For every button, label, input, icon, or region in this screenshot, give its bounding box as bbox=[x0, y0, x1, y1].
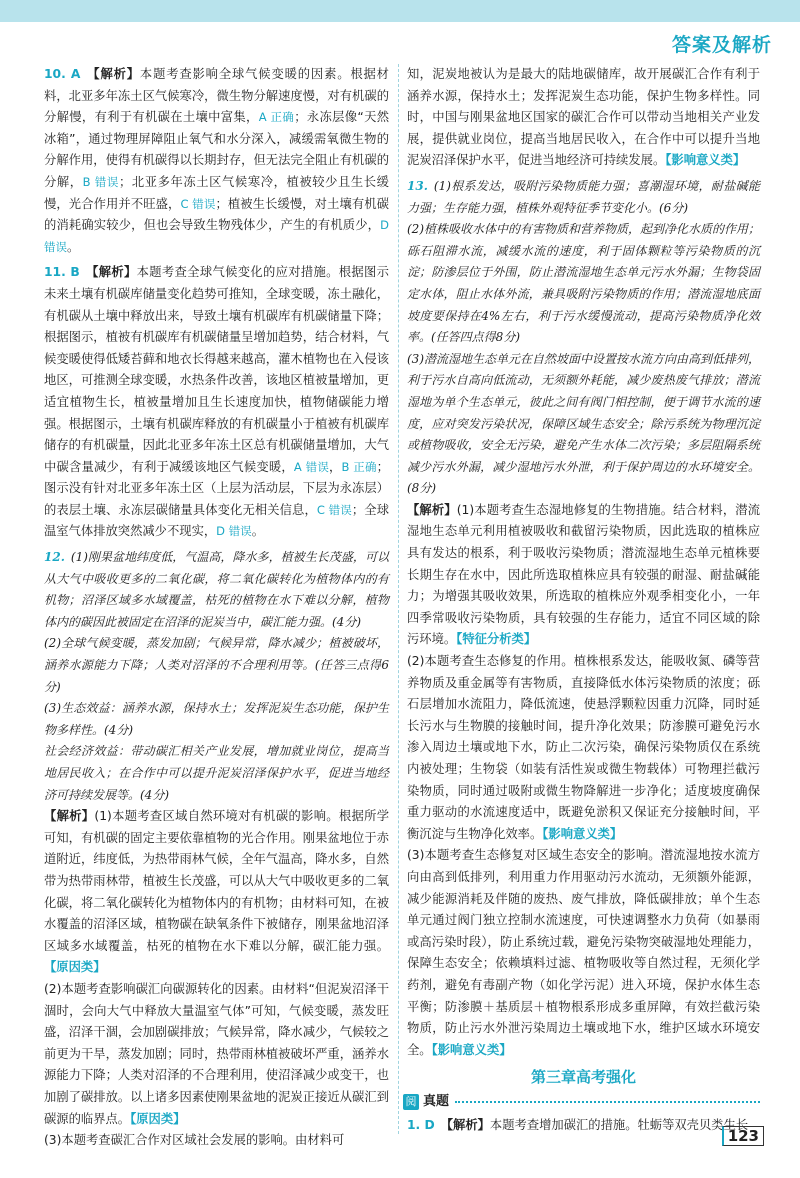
question-number: 1. D bbox=[407, 1117, 435, 1132]
chapter-title: 第三章高考强化 bbox=[530, 1068, 636, 1087]
analysis-text: ；植被生长缓慢，对土壤有机碳的消耗确实较少，但也会导致生物残体少，产生的有机质少， bbox=[44, 196, 389, 233]
category-label: 【影响意义类】 bbox=[665, 153, 746, 168]
answer-11 bbox=[44, 262, 389, 543]
question-number: 13. bbox=[407, 178, 428, 193]
analysis-part bbox=[407, 500, 760, 651]
answer-part: 社会经济效益：带动碳汇相关产业发展，增加就业岗位，提高当地居民收入；在合作中可以提升泥炭沼泽保护水平，促进当地经济可持续发展等。(4分) bbox=[44, 744, 389, 802]
option-verdict: A 正确 bbox=[258, 110, 295, 125]
category-label: 【特征分析类】 bbox=[456, 632, 537, 647]
analysis-text: 本题考查影响全球气候变暖的因素。根据材料，北亚多年冻土区气候寒冷，微生物分解速度慢，对有机碳的分解慢，有利于有机碳在土壤中富集， bbox=[44, 67, 389, 125]
analysis-part bbox=[407, 845, 760, 1061]
analysis-text: 。 bbox=[67, 239, 80, 254]
section-header bbox=[403, 1091, 760, 1113]
answer-part: (2)全球气候变暖，蒸发加剧；气候异常，降水减少；植被破坏，涵养水源能力下降；人类对沼泽的不合理利用等。(任答三点得6分) bbox=[44, 636, 389, 694]
option-verdict: D 错误 bbox=[44, 218, 389, 254]
answer-part: (3)潜流湿地生态单元在自然坡面中设置按水流方向由高到低排列，利于污水自高向低流动，无须额外耗能，减少废热废气排放；潜流湿地为单个生态单元，彼此之间有阀门相控制，便于调节水流的速度，应对突发污染状况，保障区域生态安全；除污系统为物理沉淀或植物吸收，安全无污染，避免产生水体二次污染；多层阻隔系统减少污水外漏，减少湿地污水外泄，利于保护周边的水环境安全。(8分) bbox=[407, 351, 761, 496]
answer-12-continued bbox=[407, 64, 760, 172]
answer-text: (1)根系发达，吸附污染物质能力强；喜潮湿环境，耐盐碱能力强；生存能力强，植株外观特征季节变化小。(6分) bbox=[407, 178, 760, 215]
answer-part: (3)生态效益：涵养水源，保持水土；发挥泥炭生态功能，保护生物多样性。(4分) bbox=[44, 701, 389, 737]
header-title: 答案及解析 bbox=[671, 34, 772, 56]
analysis-text: ；全球温室气体排放突然减少不现实， bbox=[44, 502, 389, 539]
category-label: 【原因类】 bbox=[44, 960, 106, 975]
analysis-part: (3)本题考查碳汇合作对区域社会发展的影响。由材料可 bbox=[44, 1133, 345, 1148]
page-number: 123 bbox=[722, 1126, 764, 1146]
analysis-part bbox=[44, 806, 389, 979]
header-band bbox=[0, 0, 800, 22]
option-verdict: B 正确 bbox=[341, 459, 377, 474]
analysis-tag: 【解析】 bbox=[86, 67, 140, 81]
analysis-text: (3)本题考查生态修复对区域生态安全的影响。潜流湿地按水流方向由高到低排列，利用重力作用驱动污水流动，无须额外能源，减少能源消耗及伴随的废热、废气排放，降低碳排放；单个生态单元通过阀门独立控制水流速度，可快速调整水力负荷（如暴雨或高污染时段），防止系统过载，避免污染物突破湿地处理能力，保障生态安全；依赖填料过滤、植物吸收等自然过程，无须化学药剂，避免有毒副产物（如化学污泥）进入环境，保护水体生态平衡；防渗膜＋基质层＋植物根系形成多重屏障，有效拦截污染物质，防止污水外泄污染周边土壤或地下水，维护区域水环境安全。 bbox=[407, 848, 760, 1057]
analysis-part bbox=[407, 651, 760, 845]
category-label: 【影响意义类】 bbox=[431, 1042, 512, 1057]
category-label: 【原因类】 bbox=[130, 1111, 186, 1126]
answer-text: (1)刚果盆地纬度低，气温高，降水多，植被生长茂盛，可以从大气中吸收更多的二氧化碳，将二氧化碳转化为植物体内的有机物；沼泽区域多水域覆盖，枯死的植物在水下难以分解，植物体内的碳因此被固定在沼泽的泥炭当中，碳汇能力强。(4分) bbox=[44, 550, 389, 629]
left-column bbox=[44, 64, 389, 1152]
option-verdict: B 错误 bbox=[82, 174, 119, 189]
analysis-text: 。 bbox=[251, 524, 264, 539]
section-icon: 阅 bbox=[403, 1094, 419, 1110]
analysis-tag: 【解析】 bbox=[44, 809, 95, 824]
section-dotted-rule bbox=[455, 1101, 760, 1103]
analysis-tag: 【解析】 bbox=[407, 502, 457, 517]
analysis-text: 本题考查全球气候变化的应对措施。根据图示未来土壤有机碳库储量变化趋势可推知，全球变暖，冻土融化，有机碳从土壤中释放出来，导致土壤有机碳库有机碳储量下降；根据图示，植被有机碳库有机碳储量呈增加趋势，结合材料，气候变暖使得低矮苔藓和地衣长得越来越高，灌木植物也在入侵该地区，可推测全球变暖，水热条件改善，该地区植被量增加，更适宜植物生长，植被量增加且生长速度加快，植物储碳能力增强。根据图示，土壤有机碳库释放的有机碳量小于植被有机碳库储存的有机碳量，因此北亚多年冻土区总有机碳储量增加，大气中碳含量减少，有利于减缓该地区气候变暖， bbox=[44, 265, 389, 474]
column-divider bbox=[398, 64, 399, 1134]
analysis-text: ；图示没有针对北亚多年冻土区（上层为活动层，下层为永冻层）的表层土壤、永冻层碳储量具体变化无相关信息， bbox=[44, 459, 389, 517]
right-column bbox=[407, 64, 760, 1136]
analysis-text: (1)本题考查区域自然环境对有机碳的影响。根据所学可知，有机碳的固定主要依靠植物的光合作用。刚果盆地位于赤道附近，纬度低，为热带雨林气候，全年气温高，降水多，自然带为热带雨林带，植被生长茂盛，可以从大气中吸收更多的二氧化碳，将二氧化碳转化为植物体内的有机物；由材料可知，在被水覆盖的沼泽区域，植物碳在缺氧条件下被储存，刚果盆地沼泽区域多水域覆盖，枯死的植物在水下难以分解，碳汇能力强。 bbox=[44, 809, 389, 953]
analysis-text: (1)本题考查生态湿地修复的生物措施。结合材料，潜流湿地生态单元利用植被吸收和截留污染物质，因此选取的植株应具有发达的根系，利于吸收污染物质；潜流湿地生态单元植株要长期生存在水中，因此所选取植株应具有较强的耐湿、耐盐碱能力；为增强其吸收效果，所选取的植株应外观季相变化小，一年四季常吸收污染物质，具有较强的生存能力，适宜不同区域的除污环境。 bbox=[407, 502, 760, 647]
option-verdict: C 错误 bbox=[180, 196, 216, 211]
analysis-tag: 【解析】 bbox=[85, 265, 137, 280]
analysis-text: 本题考查增加碳汇的措施。牡蛎等双壳贝类生长 bbox=[489, 1117, 749, 1132]
analysis-text: ；永冻层像“天然冰箱”，通过物理屏障阻止氧气和水分深入，减缓需氧微生物的分解作用，使得有机碳得以长期封存，但无法完全阻止有机碳的分解， bbox=[44, 110, 389, 189]
answer-part bbox=[407, 176, 760, 219]
page-header bbox=[0, 0, 800, 62]
answer-part bbox=[44, 547, 389, 633]
option-verdict: D 错误 bbox=[216, 524, 252, 539]
analysis-text: (2)本题考查生态修复的作用。植株根系发达，能吸收氮、磷等营养物质及重金属等有害物质，直接降低水体污染物质的浓度；砾石层增加水流阻力，降低流速，使悬浮颗粒因重力沉降，同时延长污水与生物膜的接触时间，提升净化效果；防渗膜可避免污水渗入周边土壤或地下水，防止二次污染，确保污染物质仅在系统内被处理；生物袋（如装有活性炭或微生物载体）可物理拦截污染物质，同时通过吸附或微生物降解进一步净化；适度坡度确保重力驱动的水流速度适中，既避免淤积又保证充分接触时间，平衡沉淀与生物净化效率。 bbox=[407, 654, 760, 841]
analysis-tag: 【解析】 bbox=[440, 1117, 490, 1132]
section-label: 真题 bbox=[423, 1093, 450, 1109]
analysis-text: (2)本题考查影响碳汇向碳源转化的因素。由材料“但泥炭沼泽干涸时，会向大气中释放大量温室气体”可知，气候变暖，蒸发旺盛，沼泽干涸，会加剧碳排放；气候异常，降水减少，气候较之前更为干旱，蒸发加剧；同时，热带雨林植被破坏严重，涵养水源能力下降；人类对沼泽的不合理利用，使沼泽减少或变干，也加剧了碳排放。以上诸多因素使刚果盆地的泥炭正接近从碳汇到碳源的临界点。 bbox=[44, 981, 389, 1126]
question-number: 10. A bbox=[44, 67, 81, 81]
answer-13 bbox=[407, 176, 760, 1061]
analysis-part bbox=[44, 979, 389, 1130]
answer-12 bbox=[44, 547, 389, 1152]
category-label: 【影响意义类】 bbox=[542, 826, 623, 841]
analysis-text: ， bbox=[329, 459, 342, 474]
option-verdict: C 错误 bbox=[316, 502, 352, 517]
analysis-text: 知，泥炭地被认为是最大的陆地碳储库，故开展碳汇合作有利于涵养水源，保持水土；发挥泥炭生态功能，保护生物多样性。同时，中国与刚果盆地区国家的碳汇合作可以带动当地相关产业发展，提供就业岗位，提高当地居民收入，在合作中可以提升当地泥炭沼泽保护水平，促进当地经济可持续发展。 bbox=[407, 67, 760, 168]
option-verdict: A 错误 bbox=[293, 459, 330, 474]
answer-1 bbox=[407, 1115, 760, 1137]
answer-10 bbox=[44, 64, 389, 258]
analysis-text: ；北亚多年冻土区气候寒冷，植被较少且生长缓慢，光合作用并不旺盛， bbox=[44, 174, 389, 211]
question-number: 11. B bbox=[44, 265, 80, 280]
question-number: 12. bbox=[44, 550, 65, 565]
answer-part: (2)植株吸收水体中的有害物质和营养物质，起到净化水质的作用；砾石阻滞水流，减缓水流的速度，利于固体颗粒等污染物质的沉淀；防渗层位于外围，防止潜流湿地生态单元污水外漏；生物袋固定水体，阻止水体外流，兼具吸附污染物质的作用；潜流湿地底面坡度要保持在4%左右，利于污水缓慢流动，提高污染物质净化效率。(任答四点得8分) bbox=[407, 222, 761, 345]
